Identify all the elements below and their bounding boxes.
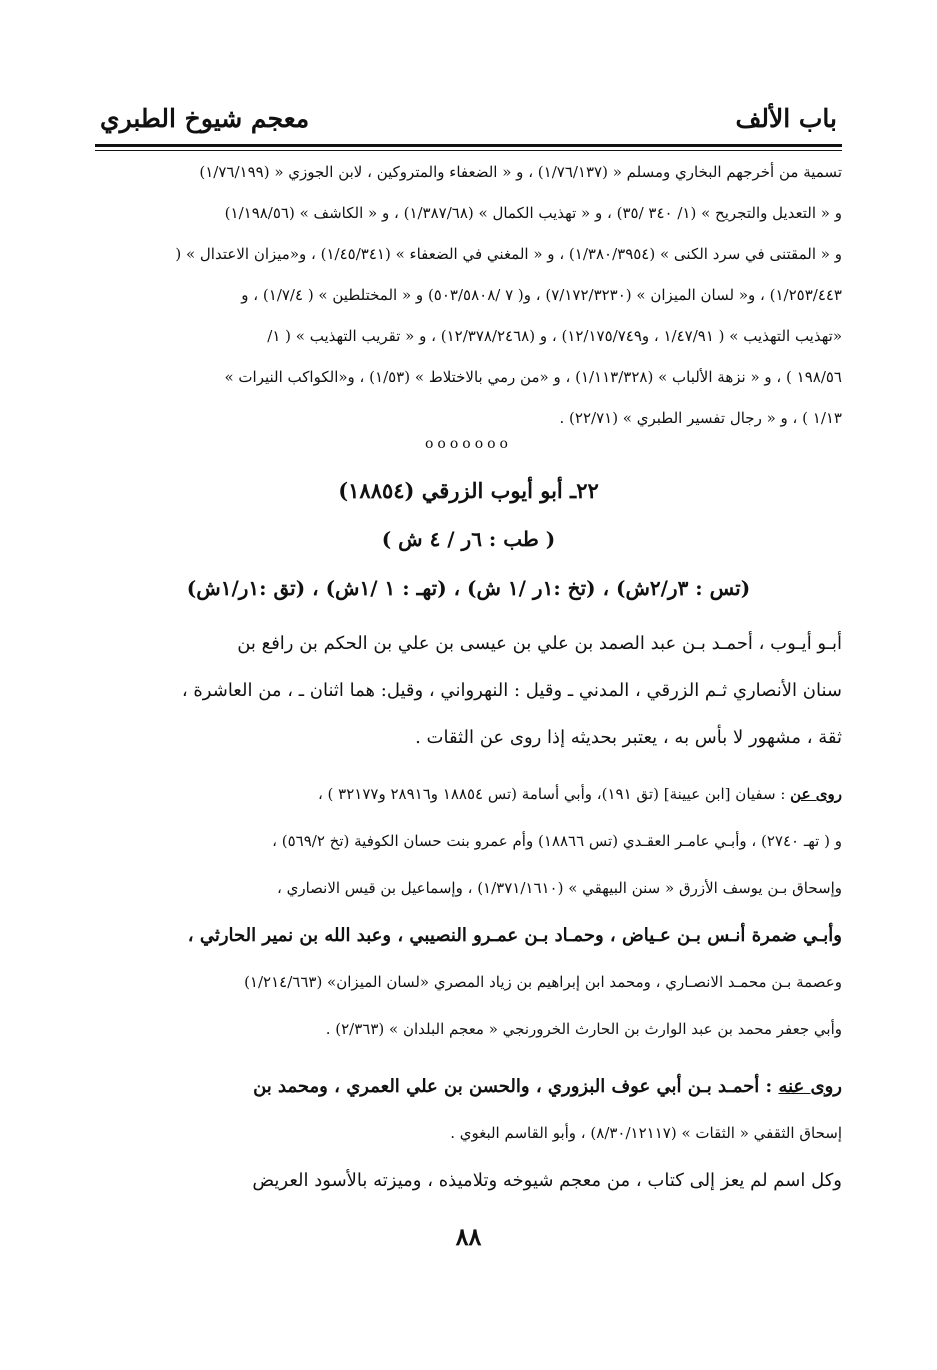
narrated-by-label: روى عنه	[778, 1076, 842, 1097]
narrated-from-line: وعصمة بـن محمـد الانصـاري ، ومحمد ابن إبراهيم بن زياد المصري «لسان الميزان» (١/٢١٤/٦٦٣)	[244, 973, 842, 991]
bio-line: سنان الأنصاري ثـم الزرقي ، المدني ـ وقيل : النهرواني ، وقيل: هما اثنان ـ ، من العاشرة ،	[181, 680, 842, 701]
note-line: ١/١٣ ) ، و « رجال تفسير الطبري » (٢٢/٧١) .	[559, 409, 842, 427]
note-line: «تهذيب التهذيب » ( ١/٤٧/٩١ ، و١٢/١٧٥/٧٤٩) ، و (١٢/٣٧٨/٢٤٦٨) ، و « تقريب التهذيب » ( ١/	[267, 327, 842, 345]
footnote-references	[95, 152, 842, 439]
narrated-from-label: روى عن	[790, 785, 842, 803]
narrated-from-line: و ( تهـ ٢٧٤٠) ، وأبـي عامـر العقـدي (تس ١٨٨٦٦) وأم عمرو بنت حسان الكوفية (تخ ٥٦٩/٢) ،	[272, 832, 842, 850]
note-line: تسمية من أخرجهم البخاري ومسلم « (١/٧٦/١٣٧) ، و « الضعفاء والمتروكين ، لابن الجوزي « (١/٧٦/١٩٩)	[199, 163, 842, 181]
section-separator: ooooooo	[424, 436, 512, 452]
narrated-from-text: : سفيان [ابن عيينة] (تق ١٩١)، وأبي أسامة (تس ١٨٨٥٤ و٢٨٩١٦ و٣٢١٧٧ ) ،	[317, 785, 791, 803]
chapter-title: باب الألف	[735, 103, 837, 133]
note-line: و « المقتنى في سرد الكنى » (١/٣٨٠/٣٩٥٤) ، و « المغني في الضعفاء » (١/٤٥/٣٤١) ، و«ميزان الاعتدال » (	[175, 245, 842, 263]
narrated-from-line	[95, 771, 842, 818]
page-number: ٨٨	[455, 1222, 482, 1251]
bio-line: ثقة ، مشهور لا بأس به ، يعتبر بحديثه إذا روى عن الثقات .	[415, 727, 842, 748]
closing-note: وكل اسم لم يعز إلى كتاب ، من معجم شيوخه وتلاميذه ، وميزته بالأسود العريض	[252, 1170, 842, 1191]
note-line: و « التعديل والتجريح » (١/ ٣٤٠ /٣٥) ، و « تهذيب الكمال » (١/٣٨٧/٦٨) ، و « الكاشف » (١/١٩٨/٥٦)	[224, 204, 842, 222]
note-line: ١٩٨/٥٦ ) ، و « نزهة الألباب » (١/١١٣/٣٢٨) ، و «من رمي بالاختلاط » (١/٥٣) ، و«الكواكب النيرات »	[224, 368, 842, 386]
narrated-by-line: إسحاق الثقفي « الثقات » (٨/٣٠/١٢١١٧) ، وأبو القاسم البغوي .	[450, 1124, 842, 1142]
narrated-from-line: وأبـي ضمرة أنـس بـن عـياض ، وحمـاد بـن عمـرو النصيبي ، وعبد الله بن نمير الحارثي ،	[187, 925, 842, 946]
book-title: معجم شيوخ الطبري	[100, 103, 310, 133]
narrated-from-line: وإسحاق بـن يوسف الأزرق « سنن البيهقي » (١/٣٧١/١٦١٠) ، وإسماعيل بن قيس الانصاري ،	[276, 879, 842, 897]
note-line: ١/٢٥٣/٤٤٣) ، و« لسان الميزان » (٧/١٧٢/٣٢٣٠) ، و( ٧ /٥٠٣/٥٨٠٨) و « المختلطين » ( ١/٧/٤) ، و	[241, 286, 842, 304]
narrated-by-line	[95, 1063, 842, 1110]
header-rule-thin	[95, 150, 842, 151]
entry-body	[95, 620, 842, 1204]
entry-subtitle: ( طب : ٦ر / ٤ ش )	[381, 527, 556, 551]
page-header	[100, 98, 837, 138]
narrated-from-line: وأبي جعفر محمد بن عبد الوارث بن الحارث الخرورنجي « معجم البلدان » (٢/٣٦٣) .	[325, 1020, 842, 1038]
narrated-by-text: : أحمـد بـن أبي عوف البزوري ، والحسن بن علي العمري ، ومحمد بن	[253, 1076, 779, 1097]
entry-references: (تس : ٣ر/٢ش) ، (تخ :١ر /١ ش) ، (تهـ : ١ /١ش) ، (تق :١ر/١ش)	[186, 576, 751, 600]
entry-title: ٢٢ـ أبو أيوب الزرقي (١٨٨٥٤)	[338, 478, 599, 503]
bio-line: أبـو أيـوب ، أحمـد بـن عبد الصمد بن علي بن عيسى بن علي بن الحكم بن رافع بن	[237, 633, 842, 654]
header-rule-thick	[95, 144, 842, 147]
